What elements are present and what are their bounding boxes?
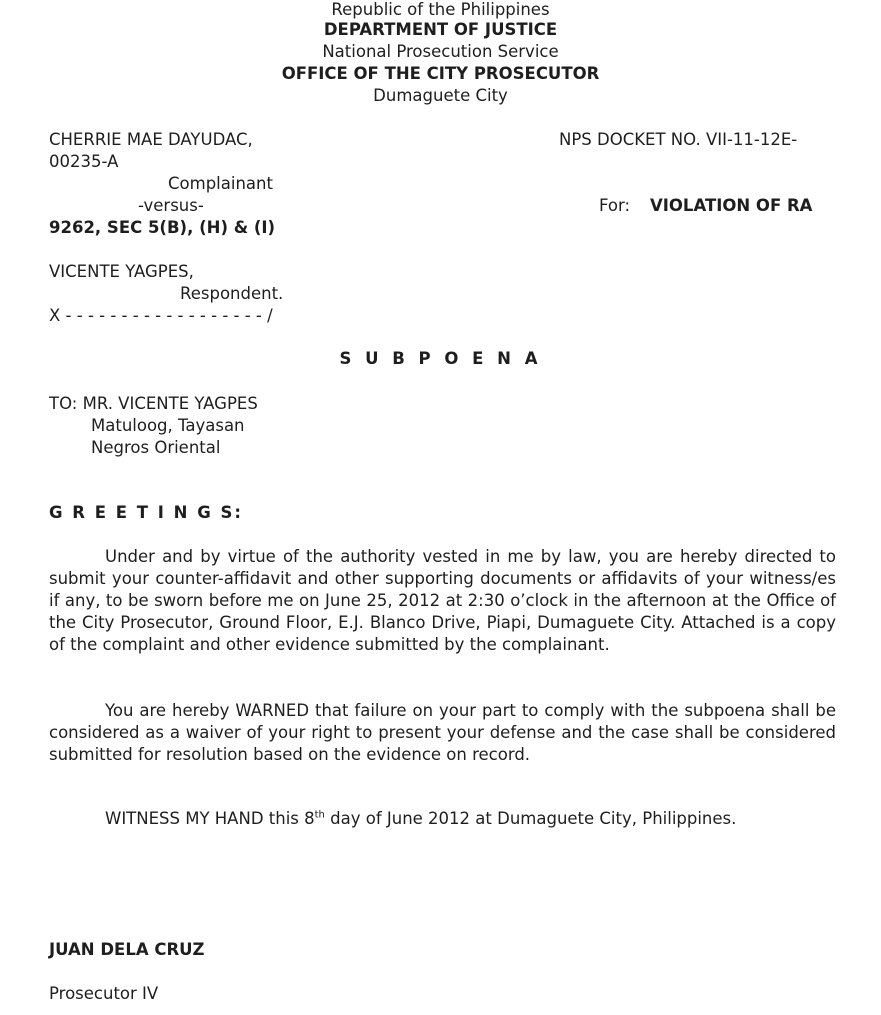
signatory-title: Prosecutor IV	[49, 984, 159, 1003]
document-title: S U B P O E N A	[339, 349, 542, 368]
header-nps: National Prosecution Service	[322, 42, 559, 61]
witness-line	[105, 809, 736, 828]
addressee-line3: Negros Oriental	[91, 438, 221, 457]
witness-text-start: WITNESS MY HAND this 8	[105, 809, 315, 828]
header-republic: Republic of the Philippines	[331, 0, 550, 19]
body-paragraph-1: Under and by virtue of the authority vested in me by law, you are hereby directed to submit your counter-affidavit and other supporting documents or affidavits of your witness/es if any, to be sworn before me on June 25, 2012 at 2:30 o’clock in the afternoon at the Office of the City Prosecutor, Ground Floor, E.J. Blanco Drive, Piapi, Dumaguete City. Attached is a copy of the complaint and other evidence submitted by the complainant.	[49, 547, 836, 654]
versus-label: -versus-	[138, 196, 204, 215]
for-label: For:	[599, 196, 631, 215]
violation-line-cont: 9262, SEC 5(B), (H) & (I)	[49, 218, 276, 237]
violation-line: VIOLATION OF RA	[650, 196, 813, 215]
complainant-label: Complainant	[168, 174, 273, 193]
addressee-line2: Matuloog, Tayasan	[91, 416, 245, 435]
witness-text-end: day of June 2012 at Dumaguete City, Philippines.	[324, 809, 737, 828]
signatory-name: JUAN DELA CRUZ	[49, 940, 205, 959]
respondent-name: VICENTE YAGPES,	[49, 262, 194, 281]
docket-number-cont: 00235-A	[49, 152, 119, 171]
header-city: Dumaguete City	[373, 86, 508, 105]
docket-number: NPS DOCKET NO. VII-11-12E-	[559, 130, 798, 149]
header-office: OFFICE OF THE CITY PROSECUTOR	[281, 64, 600, 83]
respondent-label: Respondent.	[180, 284, 284, 303]
addressee-line1: TO: MR. VICENTE YAGPES	[49, 394, 258, 413]
greetings: G R E E T I N G S:	[49, 503, 243, 522]
header-department: DEPARTMENT OF JUSTICE	[323, 20, 558, 39]
body-paragraph-2: You are hereby WARNED that failure on your part to comply with the subpoena shall be considered as a waiver of your right to present your defense and the case shall be considered submitted for resolution based on the evidence on record.	[49, 701, 836, 764]
complainant-name: CHERRIE MAE DAYUDAC,	[49, 130, 253, 149]
caption-separator: X - - - - - - - - - - - - - - - - - - /	[49, 306, 273, 325]
witness-ordinal-suffix: th	[314, 809, 325, 821]
